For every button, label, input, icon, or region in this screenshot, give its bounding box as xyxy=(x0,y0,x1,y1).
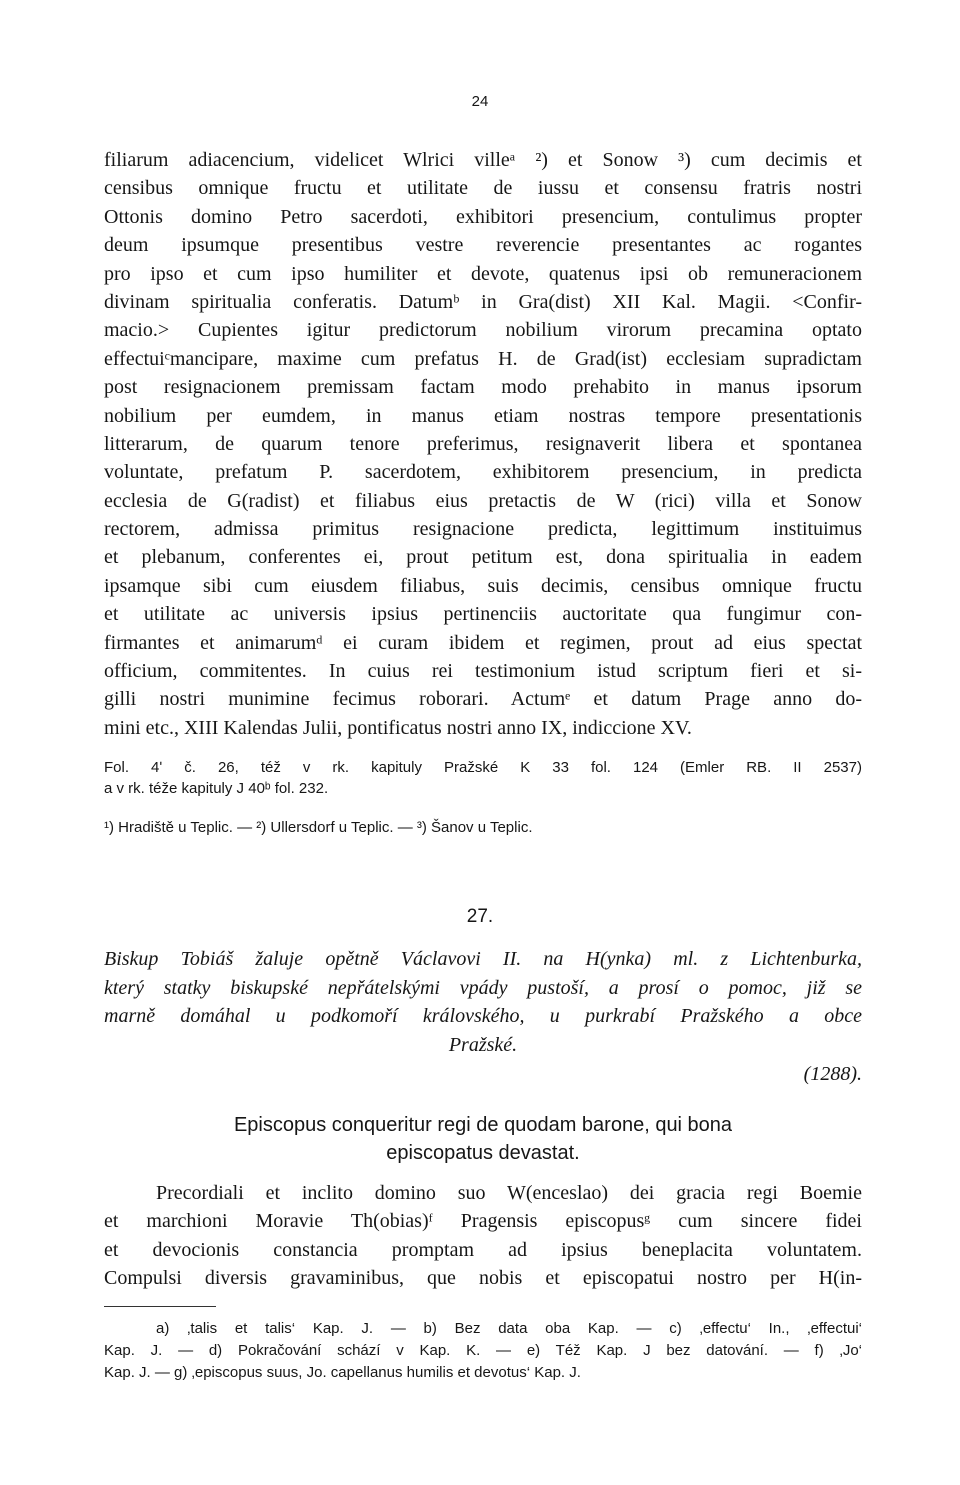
footnotes xyxy=(104,1318,862,1384)
text-line: Ottonis domino Petro sacerdoti, exhibitori presencium, contulimus propter xyxy=(104,205,862,228)
regest-line: Biskup Tobiáš žaluje opětně Václavovi II. na H(ynka) ml. z Lichtenburka, xyxy=(104,948,862,970)
regest-line: marně domáhal u podkomoří královského, u purkrabí Pražského a obce xyxy=(104,1005,862,1027)
footnote-divider xyxy=(104,1306,216,1307)
place-notes: ¹) Hradiště u Teplic. — ²) Ullersdorf u Teplic. — ³) Šanov u Teplic. xyxy=(104,819,533,836)
text-line: ipsamque sibi cum eiusdem filiabus, suis decimis, censibus omnique fructu xyxy=(104,574,862,597)
letter-line: Precordiali et inclito domino suo W(enceslao) dei gracia regi Boemie xyxy=(156,1182,862,1204)
footnote-line: Kap. J. — d) Pokračování schází v Kap. K. — e) Též Kap. J bez datování. — f) ‚Jo‘ xyxy=(104,1342,862,1359)
text-line: officium, commitentes. In cuius rei testimonium istud scriptum fieri et si- xyxy=(104,660,862,683)
document-date: (1288). xyxy=(803,1063,862,1085)
regest-line: Pražské. xyxy=(448,1033,518,1056)
source-line: a v rk. téže kapituly J 40ᵇ fol. 232. xyxy=(104,779,329,797)
text-line: voluntate, prefatum P. sacerdotem, exhibitorem presencium, in predicta xyxy=(104,461,862,484)
text-line: nobilium per eumdem, in manus etiam nostras tempore presentationis xyxy=(104,404,862,427)
text-line: post resignacionem premissam factam modo prehabito in manus ipsorum xyxy=(104,376,862,399)
text-line: filiarum adiacencium, videlicet Wlrici villeᵃ ²) et Sonow ³) cum decimis et xyxy=(104,149,862,171)
continuation-text xyxy=(104,146,862,742)
text-line: mini etc., XIII Kalendas Julii, pontificatus nostri anno IX, indiccione XV. xyxy=(104,716,692,739)
document-number: 27. xyxy=(466,906,494,927)
text-line: rectorem, admissa primitus resignacione predicta, legittimum instituimus xyxy=(104,518,862,541)
text-line: divinam spiritualia conferatis. Datumᵇ in Gra(dist) XII Kal. Magii. <Confir- xyxy=(104,290,862,313)
text-line: censibus omnique fructu et utilitate de iussu et consensu fratris nostri xyxy=(104,177,862,200)
text-line: ecclesia de G(radist) et filiabus eius pretactis de W (rici) villa et Sonow xyxy=(104,489,862,512)
text-line: litterarum, de quarum tenore preferimus, resignaverit libera et spontanea xyxy=(104,432,862,455)
text-line: deum ipsumque presentibus vestre reverencie presentantes ac rogantes xyxy=(104,234,862,257)
page-number: 24 xyxy=(471,93,489,110)
text-line: effectuiᶜmancipare, maxime cum prefatus H. de Grad(ist) ecclesiam supradictam xyxy=(104,347,862,370)
text-line: gilli nostri munimine fecimus roborari. Actumᵉ et datum Prage anno do- xyxy=(104,688,862,711)
footnote-line: Kap. J. — g) ‚episcopus suus, Jo. capellanus humilis et devotus‘ Kap. J. xyxy=(104,1364,581,1381)
text-line: macio.> Cupientes igitur predictorum nobilium virorum precamina optato xyxy=(104,319,862,342)
text-line: firmantes et animarumᵈ ei curam ibidem et regimen, prout ad eius spectat xyxy=(104,631,862,654)
czech-regest xyxy=(104,945,862,1059)
source-line: Fol. 4ʹ č. 26, též v rk. kapituly Pražské K 33 fol. 124 (Emler RB. II 2537) xyxy=(104,759,862,776)
letter-line: et marchioni Moravie Th(obias)ᶠ Pragensis episcopusᵍ cum sincere fidei xyxy=(104,1210,862,1233)
footnote-line: a) ‚talis et talis‘ Kap. J. — b) Bez data oba Kap. — c) ‚effectu‘ In., ‚effectui‘ xyxy=(156,1320,862,1337)
regest-line: který statky biskupské nepřátelskými vpády pustoší, a prosí o pomoc, již se xyxy=(104,976,862,999)
text-line: et utilitate ac universis ipsius pertinenciis auctoritate qua fungimur con- xyxy=(104,603,862,626)
latin-title-line: Episcopus conqueritur regi de quodam barone, qui bona xyxy=(233,1114,733,1136)
text-line: pro ipso et cum ipso humiliter et devote, quatenus ipsi ob remuneracionem xyxy=(104,262,862,285)
latin-title xyxy=(104,1111,862,1167)
letter-line: Compulsi diversis gravaminibus, que nobis et episcopatui nostro per H(in- xyxy=(104,1267,862,1290)
text-line: et plebanum, conferentes ei, prout petitum est, dona spiritualia in eadem xyxy=(104,546,862,569)
latin-title-line: episcopatus devastat. xyxy=(386,1142,580,1164)
letter-line: et devocionis constancia promptam ad ipsius beneplacita voluntatem. xyxy=(104,1238,862,1261)
source-references xyxy=(104,758,862,799)
letter-text xyxy=(104,1179,862,1293)
